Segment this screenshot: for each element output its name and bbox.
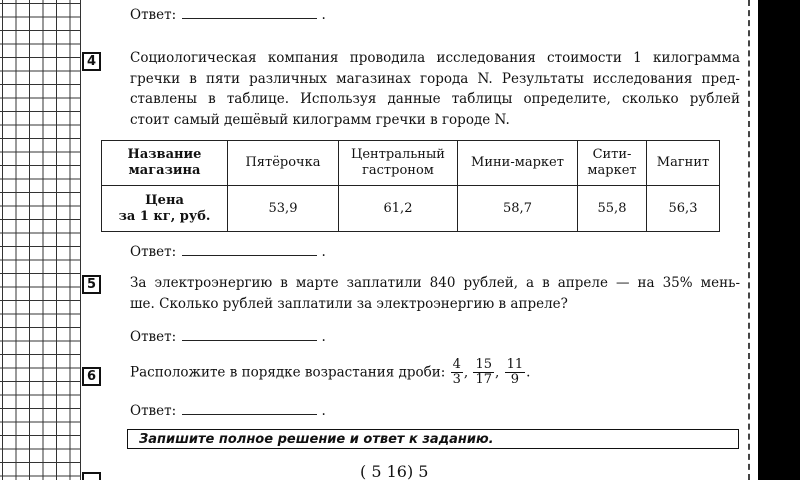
table-row <box>102 141 720 186</box>
store-name-cell: Магнит <box>647 141 720 186</box>
task5-line: За электроэнергию в марте заплатили 840 рублей, а в апреле — на 35% мень- <box>130 275 740 291</box>
table-header-cell: Название магазина <box>102 141 228 186</box>
price-cell: 58,7 <box>458 186 578 232</box>
answer-blank[interactable] <box>182 328 317 341</box>
task4-line: стоит самый дешёвый килограмм гречки в городе N. <box>130 111 510 128</box>
answer-label: Ответ: <box>130 329 177 345</box>
task-number-4: 4 <box>82 52 101 71</box>
answer-blank[interactable] <box>182 402 317 415</box>
store-name-cell: Пятёрочка <box>228 141 339 186</box>
table-header-cell: Цена за 1 кг, руб. <box>102 186 228 232</box>
task5-line: ше. Сколько рублей заплатили за электроэнергию в апреле? <box>130 295 568 312</box>
answer-line-task5[interactable]: Ответ: . <box>130 329 326 345</box>
instruction-banner: Запишите полное решение и ответ к заданию. <box>127 429 739 449</box>
answer-line-task3[interactable]: Ответ: . <box>130 7 326 23</box>
answer-blank[interactable] <box>182 6 317 19</box>
task-number-5: 5 <box>82 275 101 294</box>
task5-text <box>130 273 740 314</box>
table-row <box>102 186 720 232</box>
answer-label: Ответ: <box>130 403 177 419</box>
cutoff-expression: ( 5 16) 5 <box>360 462 429 480</box>
store-name-cell: Сити- маркет <box>578 141 647 186</box>
price-table <box>101 140 720 232</box>
task6-text: Расположите в порядке возрастания дроби: $\frac{4}{3}$ , $\frac{15}{17}$ , $\frac{11}{9}$ . <box>130 357 531 387</box>
price-cell: 56,3 <box>647 186 720 232</box>
answer-line-task6[interactable]: Ответ: . <box>130 403 326 419</box>
price-cell: 53,9 <box>228 186 339 232</box>
answer-grid <box>0 0 80 480</box>
answer-label: Ответ: <box>130 7 177 23</box>
fraction: $\frac{11}{9}$ <box>506 357 524 387</box>
grid-edge <box>80 0 81 480</box>
task4-line: Социологическая компания проводила исследования стоимости 1 килограмма <box>130 50 740 66</box>
task4-line: ставлены в таблице. Используя данные таблицы определите, сколько рублей <box>130 91 740 107</box>
task-number-6: 6 <box>82 367 101 386</box>
answer-blank[interactable] <box>182 243 317 256</box>
task-number-next <box>82 472 101 480</box>
task6-prompt: Расположите в порядке возрастания дроби: <box>130 364 446 381</box>
answer-label: Ответ: <box>130 244 177 260</box>
fraction: $\frac{4}{3}$ <box>452 357 461 387</box>
store-name-cell: Мини-маркет <box>458 141 578 186</box>
price-cell: 61,2 <box>339 186 458 232</box>
task4-text <box>130 48 740 130</box>
fraction: $\frac{15}{17}$ <box>475 357 493 387</box>
store-name-cell: Центральный гастроном <box>339 141 458 186</box>
cut-line <box>748 0 750 480</box>
price-cell: 55,8 <box>578 186 647 232</box>
task4-line: гречки в пяти различных магазинах города N. Результаты исследования пред- <box>130 70 740 87</box>
answer-line-task4[interactable]: Ответ: . <box>130 244 326 260</box>
